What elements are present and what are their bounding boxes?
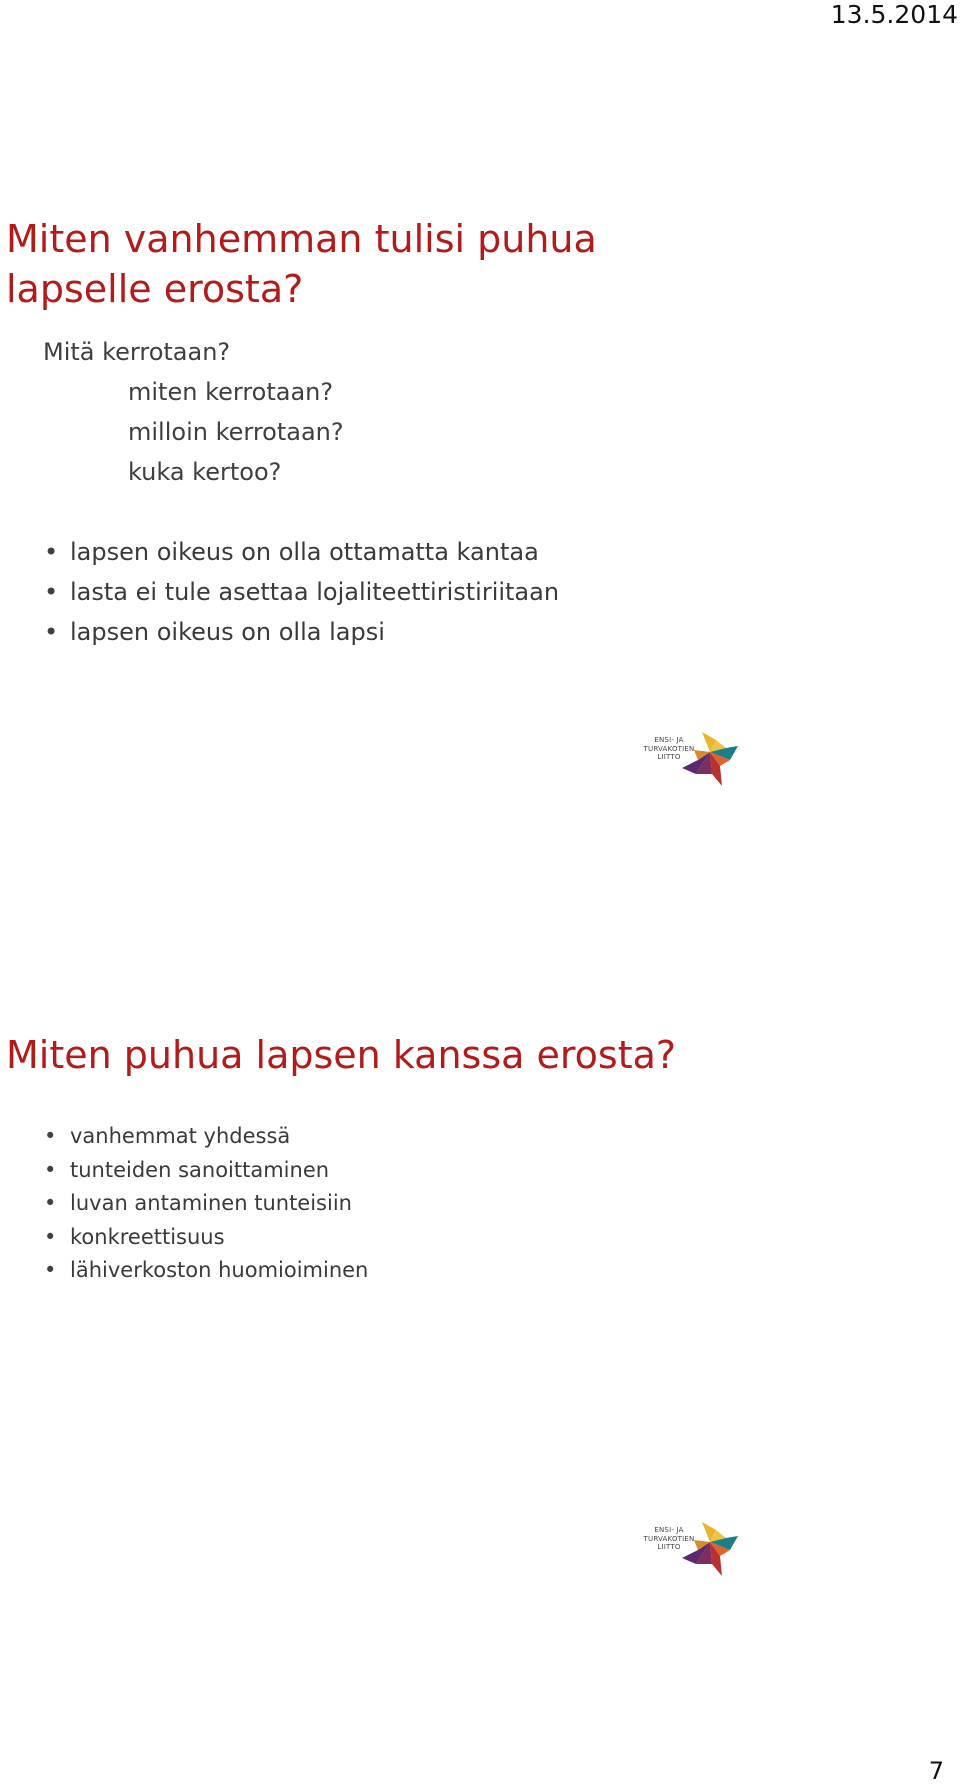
logo-text-line: TURVAKOTIEN [643,744,695,753]
bullet-item: • lasta ei tule asettaa lojaliteettiristiriitaan [44,572,559,612]
document-date: 13.5.2014 [830,0,958,29]
logo-text-line: ENSI- JA [654,736,684,744]
question-sub: milloin kerrotaan? [128,418,344,446]
slide-2-title: Miten puhua lapsen kanssa erosta? [6,1033,677,1077]
logo-text-line: TURVAKOTIEN [643,1534,695,1543]
question-main: Mitä kerrotaan? [43,338,231,366]
bullet-item: • lapsen oikeus on olla ottamatta kantaa [44,532,559,572]
slide-1 [0,210,960,810]
pinwheel-logo-icon [680,730,740,790]
pinwheel-logo-icon [680,1520,740,1580]
slide-2-bullet-list [44,1120,368,1288]
slide-1-bullet-list [44,532,559,652]
slide-1-title: Miten vanhemman tulisi puhua lapselle erosta? [6,217,597,311]
page-number: 7 [928,1757,944,1785]
bullet-item: • vanhemmat yhdessä [44,1120,368,1154]
question-sub: kuka kertoo? [128,458,282,486]
bullet-item: • konkreettisuus [44,1221,368,1255]
bullet-item: • lähiverkoston huomioiminen [44,1254,368,1288]
organization-logo [640,730,750,800]
question-sub: miten kerrotaan? [128,378,334,406]
logo-text-line: LIITTO [657,753,681,761]
bullet-item: • tunteiden sanoittaminen [44,1154,368,1188]
logo-text-line: ENSI- JA [654,1526,684,1534]
logo-text-line: LIITTO [657,1543,681,1551]
bullet-item: • luvan antaminen tunteisiin [44,1187,368,1221]
bullet-item: • lapsen oikeus on olla lapsi [44,612,559,652]
questions-block [43,332,344,492]
slide-2 [0,1020,960,1620]
organization-logo [640,1520,750,1590]
